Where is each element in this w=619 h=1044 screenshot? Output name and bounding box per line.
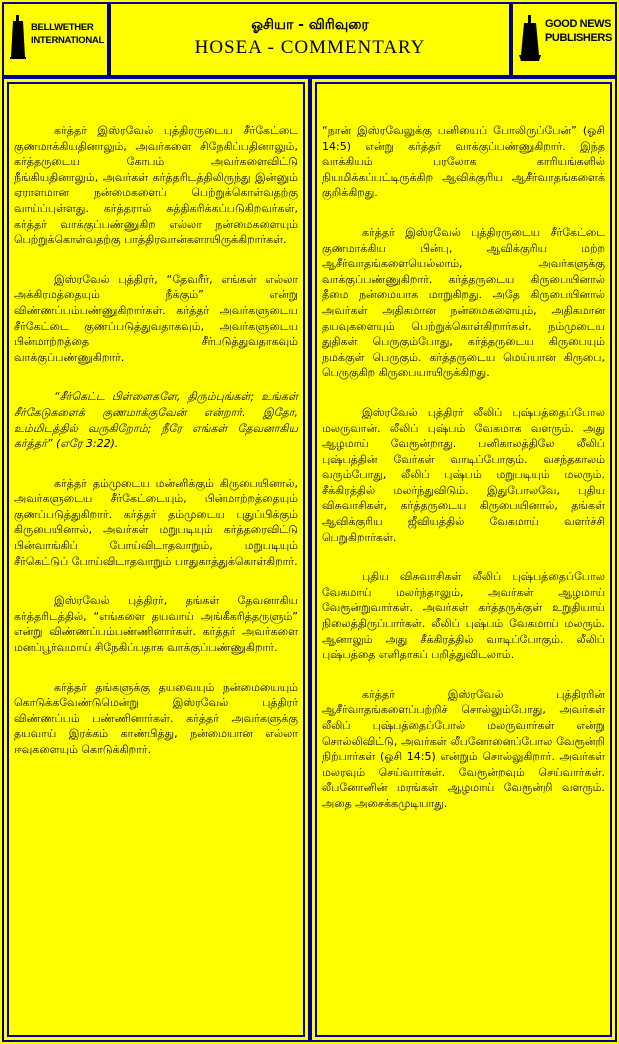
- bellwether-logo: [10, 13, 103, 65]
- paragraph: இஸ்ரவேல் புத்திரர், “தேவரீர், எங்கள் எல்லா அக்கிரமத்தையும் நீக்கும்” என்று விண்ணப்பம்பண்ணுகிறார்கள். கர்த்தர் அவர்களுடைய சீர்கேட்டை குணப்படுத்துவதாகவும், அவர்களுடைய பின்மாற்றத்தை சீர்படுத்துவதாகவும் வாக்குப்பண்ணுகிறார்.: [14, 272, 298, 364]
- bell-tower-icon: [519, 15, 541, 61]
- left-logo-box: [2, 2, 109, 77]
- logo-line-2: INTERNATIONAL: [31, 35, 104, 46]
- good-news-logo: [519, 13, 611, 65]
- page-title-english: HOSEA - COMMENTARY: [194, 37, 426, 58]
- paragraph: கர்த்தர் தம்முடைய மன்னிக்கும் கிருபையினால், அவர்களுடைய சீர்கேட்டையும், பின்மாற்றத்தையும் குணப்படுத்துகிறார். கர்த்தர் தம்முடைய புதுப்பிக்கும் கிருபையினால், அவர்கள் மறுபடியும் கர்த்தரைவிட்டு பின்வாங்கிப் போய்விடாதவாறும், மறுபடியும் சீர்கெட்டுப் போய்விடாதவாறும் பாதுகாத்துக்கொள்கிறார்.: [14, 476, 298, 568]
- logo-line-2: PUBLISHERS: [545, 32, 612, 44]
- logo-line-1: GOOD NEWS: [545, 18, 612, 30]
- paragraph: கர்த்தர் இஸ்ரவேல் புத்திரரின் ஆசீர்வாதங்களைப்பற்றிச் சொல்லும்போது, அவர்கள் லீலிப் புஷ்பத்தைப்போல் மலருவார்கள் என்று சொல்லிவிட்டு, அவர்கள் லீபனோனைப்போல வேரூன்றி நிற்பார்கள் (ஓசி 14:5) என்றும் சொல்லுகிறார். அவர்கள் மலரவும் செய்வார்கள். வேரூன்றவும் செய்வார்கள். லீபனோனின் மரங்கள் ஆழமாய் வேரூன்றி வளரும். அதை அசைக்கமுடியாது.: [322, 687, 605, 810]
- bell-tower-icon: [10, 15, 26, 59]
- paragraph: புதிய விசுவாசிகள் லீலிப் புஷ்பத்தைப்போல வேகமாய் மலர்ந்தாலும், அவர்கள் ஆழமாய் வேரூன்றுவார்கள். அவர்கள் கர்த்தருக்குள் உறுதியாய் நிலைத்திருப்பார்கள். லீலிப் புஷ்பம் வேகமாய் மலரும். ஆனாலும் அது சீக்கிரத்தில் வாடிப்போகும். லீலிப் புஷ்பத்தை எளிதாகப் பறித்துவிடலாம்.: [322, 570, 605, 662]
- scripture-quote: “சீர்கெட்ட பிள்ளைகளே, திரும்புங்கள்; உங்கள் சீர்கேடுகளைக் குணமாக்குவேன் என்றார். இதோ, உம்மிடத்தில் வருகிறோம்; நீரே எங்கள் தேவனாகிய கர்த்தர்” (எரே 3:22).: [14, 390, 298, 451]
- paragraph: இஸ்ரவேல் புத்திரர் லீலிப் புஷ்பத்தைப்போல மலருவான். லீலிப் புஷ்பம் வேகமாக வளரும். அது ஆழமாய் வேரூன்றாது. பனிகாலத்திலே லீலிப் புஷ்பத்தின் வேர்கள் வாடிப்போகும். வசந்தகாலம் வரும்போது, லீலிப் புஷ்பம் மறுபடியும் மலரும். சீக்கிரத்தில் மலர்ந்துவிடும். இதுபோலவே, புதிய விசுவாசிகள், கர்த்தருடைய கிருபையினால், தங்கள் ஆவிக்குரிய ஜீவியத்தில் வேகமாய் வளர்ச்சி பெறுகிறார்கள்.: [322, 405, 605, 544]
- paragraph: கர்த்தர் தங்களுக்கு தயவையும் நன்மையையும் கொடுக்கவேண்டுமென்று இஸ்ரவேல் புத்திரர் விண்ணப்பம் பண்ணினார்கள். கர்த்தர் அவர்களுக்கு தயவாய் இரக்கம் காண்பித்து, நன்மையான எல்லா ஈவுகளையும் கொடுக்கிறார்.: [14, 680, 298, 756]
- page-title-tamil: ஓசியா - விரிவுரை: [251, 17, 369, 33]
- title-box: [109, 2, 511, 77]
- right-column: [310, 77, 617, 1042]
- logo-line-1: BELLWETHER: [31, 22, 94, 33]
- paragraph: கர்த்தர் இஸ்ரவேல் புத்திரருடைய சீர்கேட்டை குணமாக்கியதினாலும், அவர்களை சிநேகிப்பதினாலும், கர்த்தருடைய கோபம் அவர்களைவிட்டு நீங்கியதினாலும், அவர்கள் கர்த்தரிடத்திலிருந்து இன்னும் ஏராளமான நன்மைகளைப் பெற்றுக்கொள்வதற்கு வாய்ப்புள்ளது. கர்த்தரால் சுத்திகரிக்கப்படுகிறவர்கள், கர்த்தர் வாக்குப்பண்ணுகிற எல்லா நன்மைகளையும் பெற்றுக்கொள்வதற்கு பாத்திரவான்களாயிருக்கிறார்கள்.: [14, 124, 298, 247]
- right-logo-box: [511, 2, 617, 77]
- paragraph: “நான் இஸ்ரவேலுக்கு பனியைப் போலிருப்பேன்” (ஓசி 14:5) என்று கர்த்தர் வாக்குப்பண்ணுகிறார். இந்த வாக்கியம் பரலோக காரியங்களில் நியமிக்கப்பட்டிருக்கிற ஆவிக்குரிய ஆசீர்வாதங்களைக் குறிக்கிறது.: [322, 124, 605, 200]
- paragraph: இஸ்ரவேல் புத்திரர், தங்கள் தேவனாகிய கர்த்தரிடத்தில், “எங்களை தயவாய் அங்கீகரித்தருளும்” என்று விண்ணப்பம்பண்ணினார்கள். கர்த்தர் அவர்களை மனப்பூர்வமாய் சிநேகிப்பதாக வாக்குப்பண்ணுகிறார்.: [14, 594, 298, 655]
- left-column: [2, 77, 310, 1042]
- paragraph: கர்த்தர் இஸ்ரவேல் புத்திரருடைய சீர்கேட்டை குணமாக்கிய பின்பு, ஆவிக்குரிய மற்ற ஆசீர்வாதங்களையெல்லாம், அவர்களுக்கு வாக்குப்பண்ணுகிறார். கர்த்தருடைய கிருபையினால் தீமை நன்மையாக மாறுகிறது. அதே கிருபையினால் அவர்கள் அதிகமான நன்மைகளையும், அதிகமான தயவுகளையும் பெற்றுக்கொள்கிறார்கள். நம்முடைய துதிகள் பெருகும்போது, கர்த்தருடைய கிருபையும் நமக்குள் பெருகும். கர்த்தருடைய மெய்யான கிருபை, பெருகுகிற கிருபையாயிருக்கிறது.: [322, 225, 605, 380]
